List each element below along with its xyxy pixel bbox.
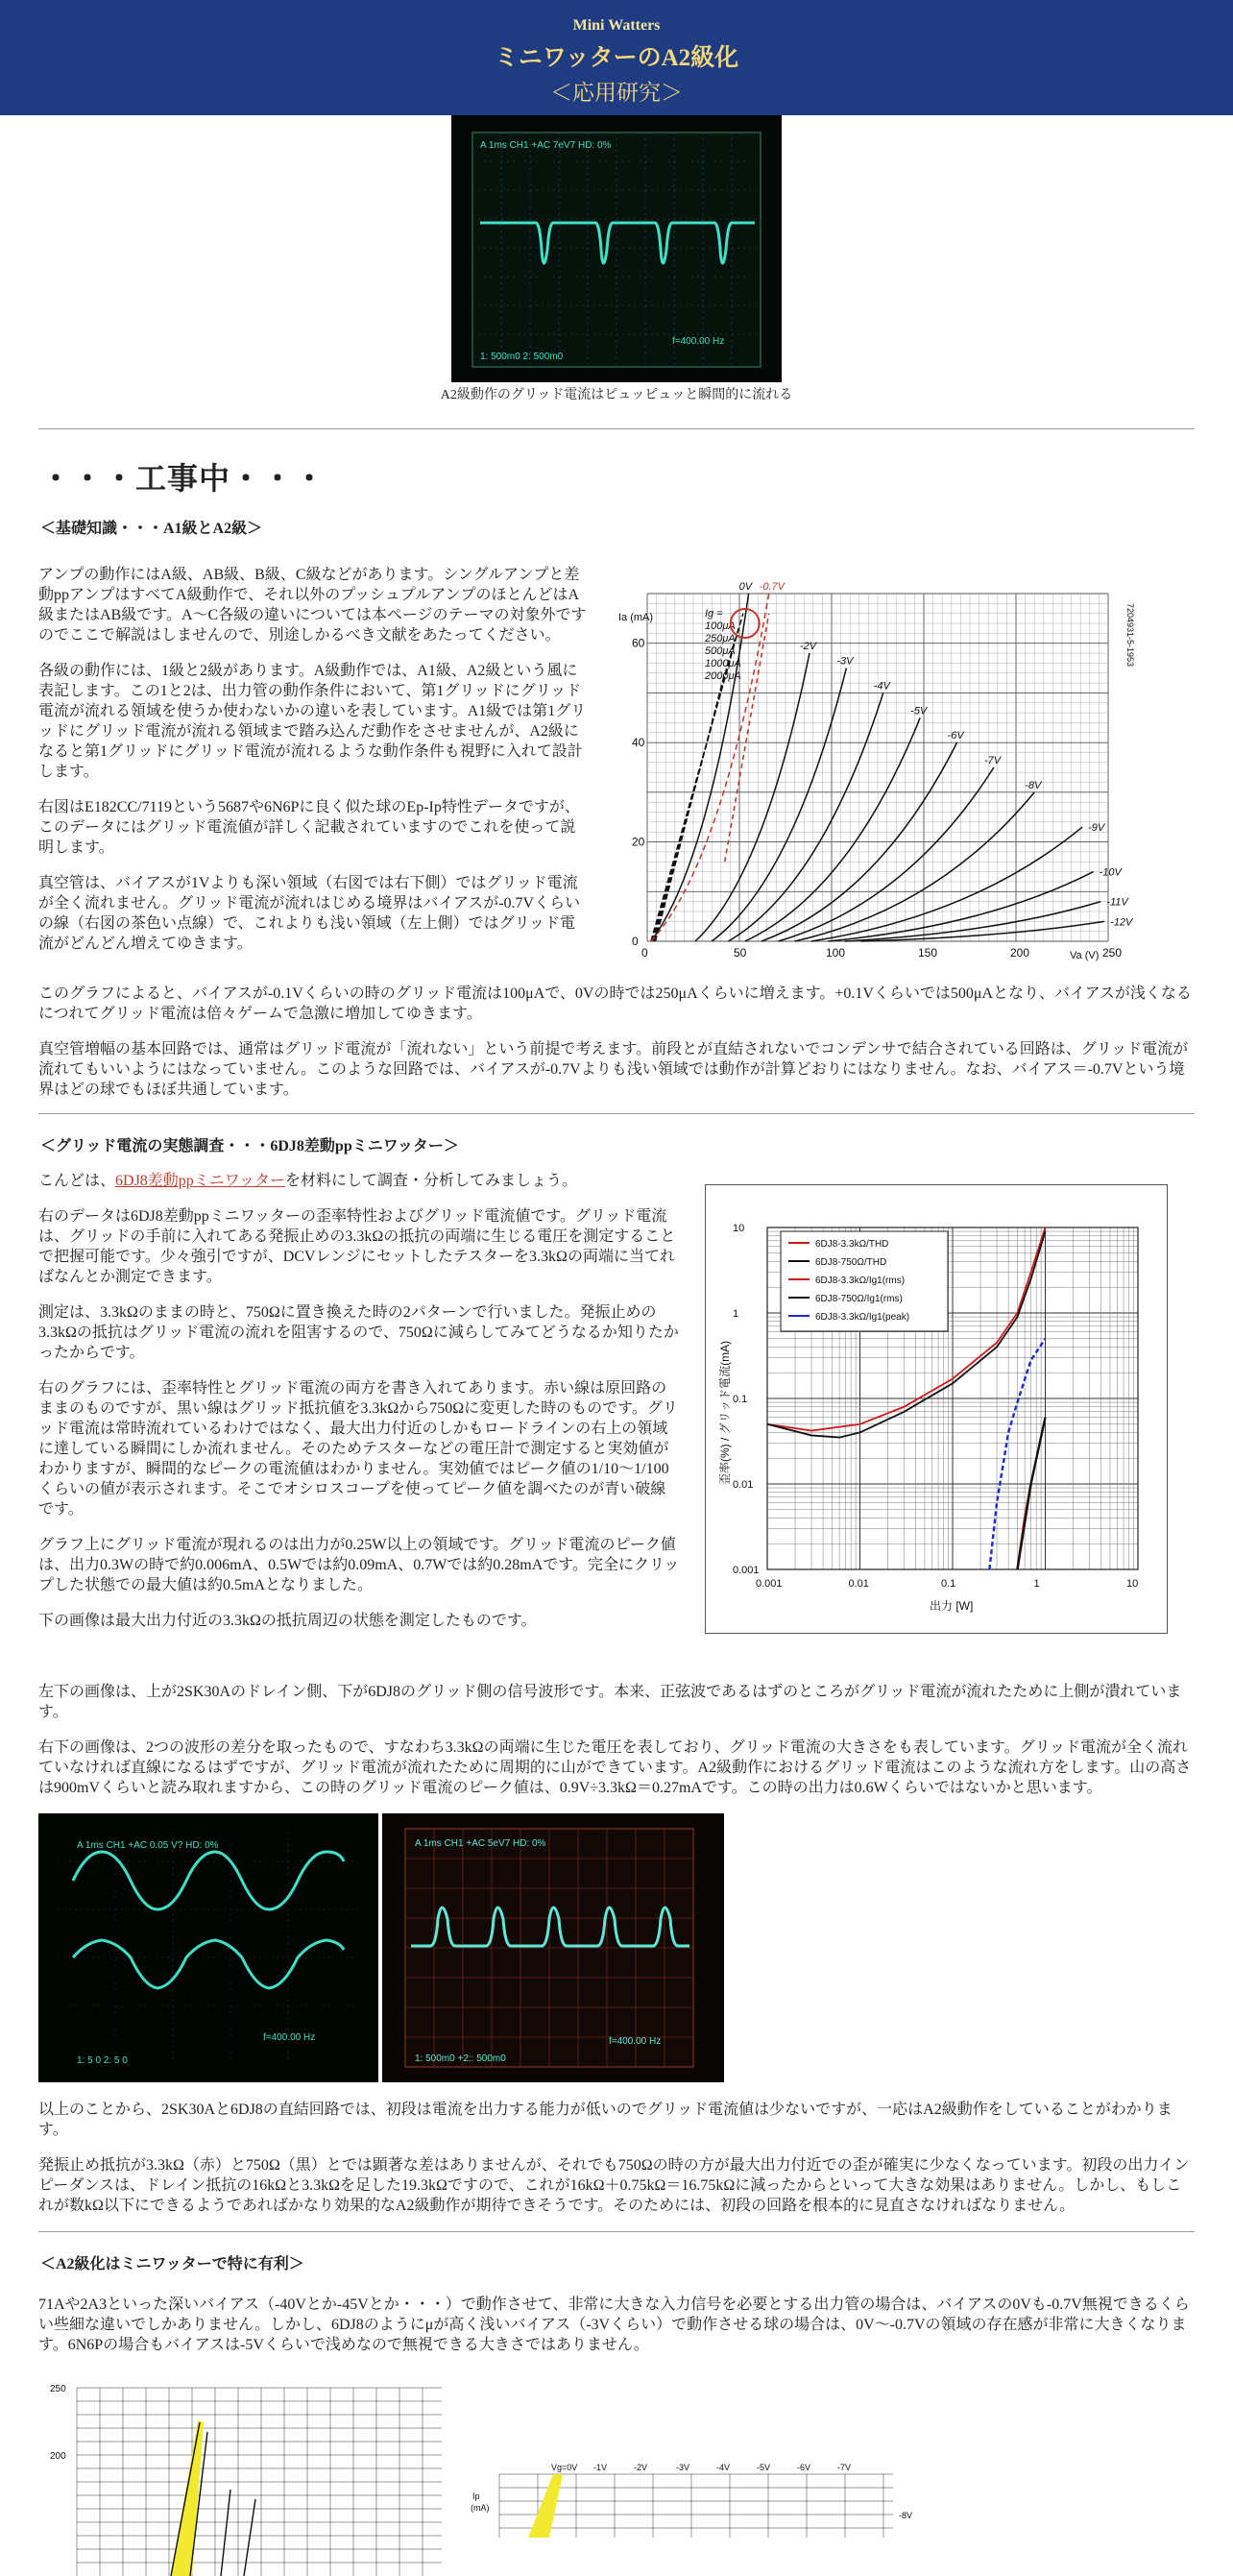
paragraph: 右下の画像は、2つの波形の差分を取ったもので、すなわち3.3kΩの両端に生じた電圧を表しており、グリッド電流の大きさをも表しています。グリッド電流が全く流れていなければ直線になるはずですが、グリッド電流が流れたために周期的に山ができています。A2級動作におけるグリッド電流はこのような流れ方をします。山の高さは900mVくらいと読み取れますから、この時のグリッド電流のピーク値は、0.9V÷3.3kΩ＝0.27mAです。この時の出力は0.6Wくらいではないかと思います。 bbox=[38, 1739, 1192, 1796]
axis-label: (mA) bbox=[471, 2503, 490, 2513]
section-heading-a2-advantage: ＜A2級化はミニワッターで特に有利＞ bbox=[40, 2256, 304, 2272]
oscilloscope-right-image bbox=[382, 1813, 724, 2082]
legend-entry: 6DJ8-3.3kΩ/Ig1(rms) bbox=[815, 1276, 906, 1286]
series-label: -8V bbox=[1025, 779, 1042, 791]
oscilloscope-pair bbox=[38, 1813, 1195, 2084]
y-tick-label: 20 bbox=[632, 835, 645, 849]
legend-entry: 6DJ8-750Ω/THD bbox=[815, 1257, 887, 1268]
characteristic-curve bbox=[712, 668, 846, 941]
series-label: -1V bbox=[593, 2463, 608, 2472]
y-tick-label: 0 bbox=[632, 935, 639, 948]
series-label: -4V bbox=[716, 2463, 731, 2472]
x-tick-label: 50 bbox=[734, 946, 747, 960]
y-tick-label: 1 bbox=[733, 1308, 739, 1320]
x-tick-label: 1 bbox=[1033, 1578, 1040, 1590]
characteristic-curve bbox=[778, 767, 994, 941]
grid-current-label: 500μA bbox=[705, 645, 736, 657]
paragraph: 左下の画像は、上が2SK30Aのドレイン側、下が6DJ8のグリッド側の信号波形です。本来、正弦波であるはずのところがグリッド電流が流れたために上側が潰れています。 bbox=[38, 1684, 1182, 1720]
x-axis-label: Va (V) bbox=[1070, 950, 1100, 961]
paragraph: 真空管は、バイアスが1Vよりも深い領域（右図では右下側）ではグリッド電流が全く流れません。グリッド電流が流れはじめる境界はバイアスが-0.7Vくらいの線（右図の茶色い点線）で、これよりも浅い領域（左上側）ではグリッド電流がどんどん増えてゆきます。 bbox=[38, 875, 581, 952]
divider bbox=[38, 2231, 1195, 2232]
y-tick-label: 60 bbox=[632, 636, 645, 650]
axis-label: Ip bbox=[472, 2491, 480, 2501]
paragraph: 各級の動作には、1級と2級があります。A級動作では、A1級、A2級という風に表記します。この1と2は、出力管の動作条件において、第1グリッドにグリッド電流が流れる領域を使うか使わないかの違いを表しています。A1級では第1グリッドにグリッド電流が流れる領域まで踏み込んだ動作をさせませんが、A2級になると第1グリッドにグリッド電流が流れるような動作条件も視野に入れて設計します。 bbox=[38, 663, 587, 780]
series-label: -9V bbox=[1088, 822, 1105, 835]
page-header bbox=[0, 0, 1233, 115]
side-label: 7204931-5-1953 bbox=[1125, 603, 1135, 668]
series-label: -5V bbox=[757, 2463, 771, 2472]
under-construction-heading: ・・・工事中・・・ bbox=[40, 461, 326, 496]
page-title: ミニワッターのA2級化 bbox=[494, 45, 739, 71]
distortion-chart-svg bbox=[706, 1185, 1167, 1633]
paragraph bbox=[38, 1171, 680, 1191]
page-subtitle: ＜応用研究＞ bbox=[550, 81, 683, 105]
x-tick-label: 0.1 bbox=[941, 1578, 956, 1590]
paragraph: 右のグラフには、歪率特性とグリッド電流の両方を書き入れてあります。赤い線は原回路のままのものですが、黒い線はグリッド抵抗値を3.3kΩから750Ωに変更した時のものです。グリッド電流は常時流れているわけではなく、最大出力付近のしかもロードラインの右上の領域に達している瞬間にしか流れません。そのためテスターなどの電圧計で測定すると実効値がわかりますが、瞬間的なピークの電流値はわかりません。実効値ではピーク値の1/10～1/100くらいの値が表示されます。そこでオシロスコープを使ってピーク値を調べたのが青い破線です。 bbox=[38, 1380, 678, 1518]
paragraph: 右図はE182CC/7119という5687や6N6Pに良く似た球のEp-Ip特性データですが、このデータにはグリッド電流値が詳しく記載されていますのでこれを使って説明します。 bbox=[38, 799, 580, 856]
y-axis-label: 歪率(%) / グリッド電流(mA) bbox=[718, 1340, 732, 1485]
paragraph: このグラフによると、バイアスが-0.1Vくらいの時のグリッド電流は100μAで、0Vの時では250μAくらいに増えます。+0.1Vくらいでは500μAとなり、バイアスが浅くなるにつれてグリッド電流は倍々ゲームで急激に増加してゆきます。 bbox=[38, 985, 1192, 1022]
grid-current-section bbox=[0, 1133, 1233, 2216]
ep-ip-chart-svg bbox=[615, 581, 1191, 968]
series-label: -10V bbox=[1099, 866, 1122, 879]
oscilloscope-left-image bbox=[38, 1813, 378, 2082]
x-tick-label: 0.001 bbox=[756, 1578, 783, 1590]
a2-advantage-section bbox=[0, 2251, 1233, 2561]
hero-screen-top-text: A 1ms CH1 +AC 7eV7 HD: 0% bbox=[480, 140, 612, 151]
series-label: -3V bbox=[836, 655, 854, 668]
x-tick-label: 150 bbox=[918, 946, 938, 960]
tick-label: 200 bbox=[50, 2451, 66, 2462]
grid-current-label: 250μA bbox=[705, 633, 736, 644]
x-tick-label: 10 bbox=[1126, 1578, 1139, 1590]
section-heading-basics: ＜基礎知識・・・A1級とA2級＞ bbox=[40, 521, 263, 537]
paragraph: 下の画像は最大出力付近の3.3kΩの抵抗周辺の状態を測定したものです。 bbox=[38, 1613, 537, 1629]
x-tick-label: 100 bbox=[826, 946, 846, 960]
osc-right-bottom-left-text: 1: 500m0 +2:: 500m0 bbox=[415, 2054, 506, 2064]
series-label: -2V bbox=[799, 641, 817, 653]
basics-text-column bbox=[38, 565, 588, 954]
link-6dj8-mini-watter[interactable]: 6DJ8差動ppミニワッター bbox=[115, 1173, 285, 1189]
site-name: Mini Watters bbox=[572, 17, 661, 34]
tick-label: 250 bbox=[50, 2384, 66, 2394]
series-label: -8V bbox=[899, 2511, 913, 2520]
series-label: -6V bbox=[797, 2463, 811, 2472]
osc-left-top-text: A 1ms CH1 +AC 0.05 V? HD: 0% bbox=[77, 1840, 219, 1851]
oscilloscope-right-screen bbox=[382, 1813, 724, 2082]
main-content bbox=[0, 454, 1233, 1100]
series-label: -6V bbox=[947, 730, 964, 742]
y-axis-label: Ia (mA) bbox=[618, 612, 654, 623]
paragraph: 以上のことから、2SK30Aと6DJ8の直結回路では、初段は電流を出力する能力が低いのでグリッド電流値は少ないですが、一応はA2級動作をしていることがわかります。 bbox=[38, 2102, 1173, 2138]
hero-caption: A2級動作のグリッド電流はピュッピュッと瞬間的に流れる bbox=[440, 388, 793, 402]
distortion-grid-current-chart bbox=[705, 1184, 1168, 1634]
series-label: -7V bbox=[837, 2463, 852, 2472]
hero-oscilloscope-screen bbox=[451, 115, 782, 382]
grid-current-text-column bbox=[38, 1171, 680, 1631]
y-tick-label: 10 bbox=[733, 1223, 745, 1234]
divider bbox=[38, 1113, 1195, 1114]
series-label: -2V bbox=[634, 2463, 648, 2472]
series-label: -11V bbox=[1106, 896, 1128, 909]
grid-current-label: 2000μA bbox=[705, 670, 741, 682]
y-tick-label: 0.001 bbox=[733, 1565, 760, 1576]
paragraph: アンプの動作にはA級、AB級、B級、C級などがあります。シングルアンプと差動ppアンプはすべてA級動作で、それ以外のプッシュプルアンプのほとんどはA級またはAB級です。A～C各級の違いについては本ページのテーマの対象外ですのでここで解説はしませんので、別途しかるべき文献をあたってください。 bbox=[38, 567, 587, 644]
hero-oscilloscope-image bbox=[451, 115, 782, 382]
paragraph: 測定は、3.3kΩのままの時と、750Ωに置き換えた時の2パターンで行いました。発振止めの3.3kΩの抵抗はグリッド電流の流れを阻害するので、750Ωに減らしてみてどうなるか知りたかったからです。 bbox=[38, 1304, 679, 1361]
x-tick-label: 250 bbox=[1102, 946, 1123, 960]
bottom-right-ep-ip-chart bbox=[471, 2461, 931, 2538]
ep-ip-characteristic-chart bbox=[615, 581, 1191, 968]
grid-current-label: 100μA bbox=[705, 620, 736, 632]
paragraph: 発振止め抵抗が3.3kΩ（赤）と750Ω（黒）とでは顕著な差はありませんが、それでも750Ωの時の方が最大出力付近での歪が確実に少なくなっています。初段の出力インピーダンスは、ドレイン抵抗の16kΩと3.3kΩを足した19.3kΩですので、これが16kΩ＋0.75kΩ＝16.75kΩに減ったからといって大きな効果はありません。しかし、もしこれが数kΩ以下にできるようであればかなり効果的なA2級動作が期待できそうです。そのためには、初段の回路を根本的に見直さなければなりません。 bbox=[38, 2157, 1190, 2214]
x-tick-label: 0.01 bbox=[848, 1578, 869, 1590]
x-axis-label: 出力 [W] bbox=[930, 1599, 974, 1613]
legend-entry: 6DJ8-750Ω/Ig1(rms) bbox=[815, 1294, 903, 1304]
osc-left-bottom-left-text: 1: 5 0 2: 5 0 bbox=[77, 2055, 128, 2066]
grid-current-block bbox=[38, 1171, 1195, 1666]
x-tick-label: 200 bbox=[1010, 946, 1030, 960]
legend-entry: 6DJ8-3.3kΩ/THD bbox=[815, 1239, 889, 1250]
series-label: 0V bbox=[738, 581, 753, 593]
bottom-charts bbox=[38, 2369, 1195, 2561]
osc-right-top-text: A 1ms CH1 +AC 5eV7 HD: 0% bbox=[415, 1838, 546, 1849]
osc-left-bottom-right-text: f=400.00 Hz bbox=[263, 2032, 316, 2043]
grid-current-label: 1000μA bbox=[705, 658, 741, 669]
section-heading-grid-current: ＜グリッド電流の実態調査・・・6DJ8差動ppミニワッター＞ bbox=[40, 1138, 459, 1154]
series-label: -0.7V bbox=[759, 581, 786, 593]
series-label: -5V bbox=[910, 705, 928, 717]
y-tick-label: 40 bbox=[632, 736, 645, 750]
y-tick-label: 0.1 bbox=[733, 1394, 748, 1405]
divider bbox=[38, 428, 1195, 429]
series-label: -12V bbox=[1110, 916, 1133, 929]
paragraph-text: を材料にして調査・分析してみましょう。 bbox=[285, 1173, 578, 1189]
paragraph-text: こんどは、 bbox=[38, 1173, 116, 1189]
hero-screen-bottom-left-text: 1: 500m0 2: 500m0 bbox=[480, 352, 564, 362]
bottom-left-ep-ip-chart bbox=[38, 2384, 480, 2576]
paragraph: 真空管増幅の基本回路では、通常はグリッド電流が「流れない」という前提で考えます。前段とが直結されないでコンデンサで結合されている回路は、グリッド電流が流れてもいいようにはなっていません。このような回路では、バイアスが-0.7Vよりも浅い領域では動作が計算どおりにはなりません。なお、バイアス＝-0.7Vという境界はどの球でもほぼ共通しています。 bbox=[38, 1041, 1189, 1098]
osc-right-bottom-right-text: f=400.00 Hz bbox=[609, 2036, 662, 2047]
grid-current-label: Ig = bbox=[705, 608, 723, 620]
series-label: -7V bbox=[983, 755, 1002, 766]
paragraph: 71Aや2A3といった深いバイアス（-40Vとか-45Vとか・・・）で動作させて、非常に大きな入力信号を必要とする出力管の場合は、バイアスの0Vも-0.7V無視できるくらい些細な違いでしかありません。しかし、6DJ8のようにμが高く浅いバイアス（-3Vくらい）で動作させる球の場合は、0V～-0.7Vの領域の存在感が非常に大きくなります。6N6Pの場合もバイアスは-5Vくらいで浅めなので無視できる大きさではありません。 bbox=[38, 2297, 1190, 2353]
series-label: Vg=0V bbox=[551, 2463, 578, 2472]
paragraph: グラフ上にグリッド電流が現れるのは出力が0.25W以上の領域です。グリッド電流のピーク値は、出力0.3Wの時で約0.006mA、0.5Wでは約0.09mA、0.7Wでは約0.28mAです。完全にクリップした状態での最大値は約0.5mAとなりました。 bbox=[38, 1537, 680, 1593]
basics-block bbox=[38, 565, 1195, 968]
x-tick-label: 0 bbox=[641, 946, 648, 960]
series-label: -4V bbox=[873, 680, 890, 693]
hero-screen-bottom-right-text: f=400.00 Hz bbox=[672, 336, 725, 347]
oscilloscope-left-screen bbox=[38, 1813, 378, 2082]
legend-entry: 6DJ8-3.3kΩ/Ig1(peak) bbox=[815, 1312, 910, 1323]
series-label: -3V bbox=[676, 2463, 690, 2472]
y-tick-label: 0.01 bbox=[733, 1479, 754, 1491]
paragraph: 右のデータは6DJ8差動ppミニワッターの歪率特性およびグリッド電流値です。グリッド電流は、グリッドの手前に入れてある発振止めの3.3kΩの抵抗の両端に生じる電圧を測定することで把握可能です。少々強引ですが、DCVレンジにセットしたテスターを3.3kΩの両端に当てればなんとか測定できます。 bbox=[38, 1208, 676, 1285]
